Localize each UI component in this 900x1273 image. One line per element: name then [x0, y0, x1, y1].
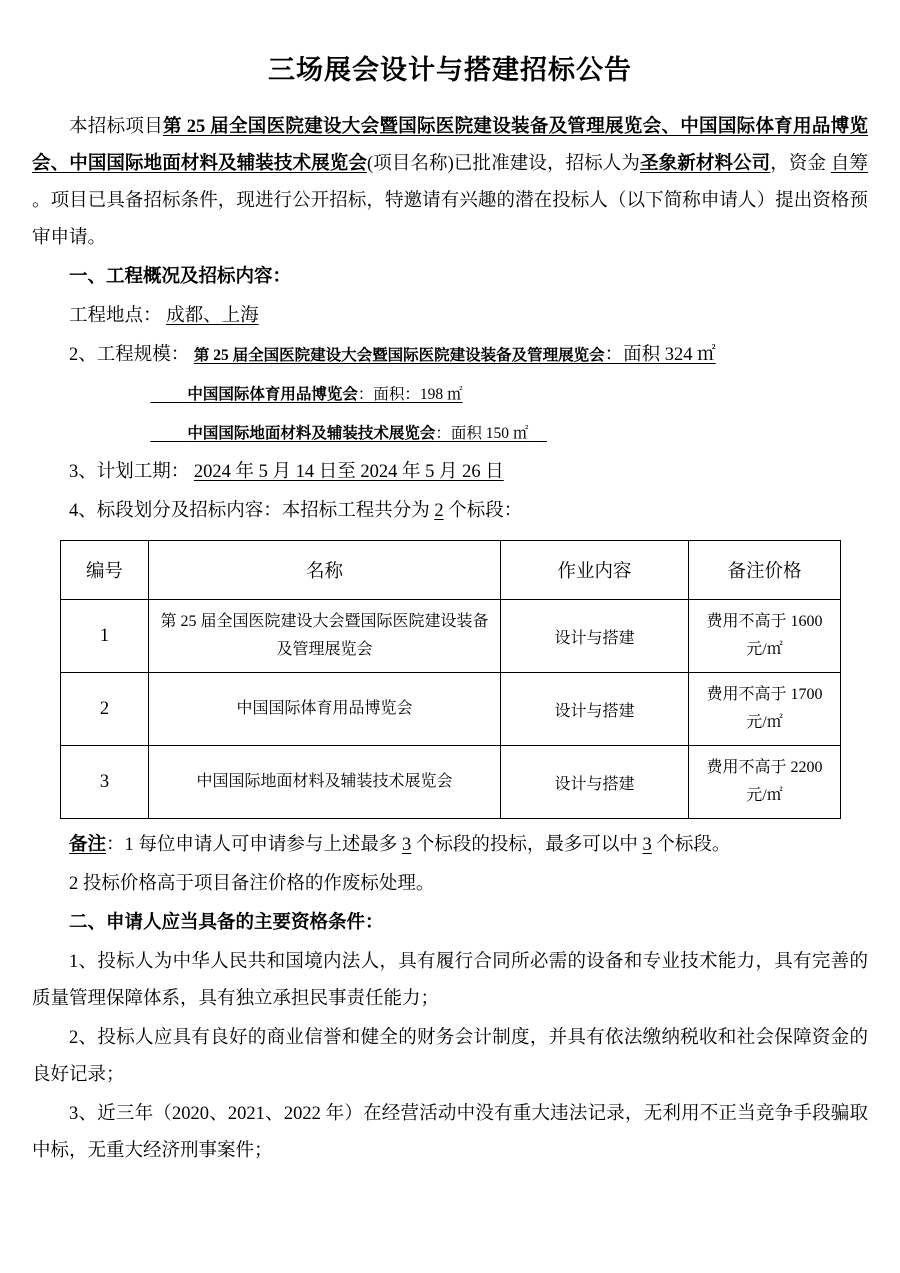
cell-no: 2 [61, 673, 149, 746]
table-header-no: 编号 [61, 541, 149, 600]
project-schedule-label: 3、计划工期： [69, 462, 190, 482]
table-row [61, 600, 841, 673]
cell-name: 中国国际体育用品博览会 [149, 673, 501, 746]
cell-name: 第 25 届全国医院建设大会暨国际医院建设装备及管理展览会 [149, 600, 501, 673]
intro-lead: 本招标项目 [69, 117, 164, 137]
note-1-post: 个标段。 [656, 835, 731, 855]
intro-tail: 。项目已具备招标条件，现进行公开招标，特邀请有兴趣的潜在投标人（以下简称申请人）提出资格预审申请。 [32, 191, 868, 248]
lots-intro-post: 个标段： [448, 501, 523, 521]
scale-item-3-name: 中国国际地面材料及辅装技术展览会 [187, 425, 436, 442]
table-header-work: 作业内容 [501, 541, 689, 600]
intro-fund: 自筹 [830, 154, 868, 174]
note-line-2: 2 投标价格高于项目备注价格的作废标处理。 [69, 874, 435, 894]
cell-name: 中国国际地面材料及辅装技术展览会 [149, 746, 501, 819]
table-row [61, 746, 841, 819]
intro-paragraph [32, 109, 868, 257]
lots-intro-pre: 4、标段划分及招标内容：本招标工程共分为 [69, 501, 430, 521]
table-row [61, 673, 841, 746]
scale-item-1-area: ：面积 324 ㎡ [604, 345, 716, 365]
cell-price: 费用不高于 1600 元/㎡ [689, 600, 841, 673]
note-1-max-bid: 3 [402, 835, 412, 855]
project-location-value: 成都、上海 [166, 306, 259, 326]
project-schedule-value: 2024 年 5 月 14 日至 2024 年 5 月 26 日 [193, 462, 504, 482]
note-1-mid: 个标段的投标，最多可以中 [415, 835, 638, 855]
cell-price: 费用不高于 2200 元/㎡ [689, 746, 841, 819]
table-header-row [61, 541, 841, 600]
cell-price: 费用不高于 1700 元/㎡ [689, 673, 841, 746]
project-location-line [32, 298, 868, 335]
cell-no: 3 [61, 746, 149, 819]
table-header-price: 备注价格 [689, 541, 841, 600]
page-title: 三场展会设计与搭建招标公告 [268, 55, 632, 85]
section-1-heading: 一、工程概况及招标内容： [69, 267, 292, 287]
qualification-item-3: 3、近三年（2020、2021、2022 年）在经营活动中没有重大违法记录，无利用不正当竞争手段骗取中标，无重大经济刑事案件； [32, 1104, 868, 1161]
qualification-item-1: 1、投标人为中华人民共和国境内法人，具有履行合同所必需的设备和专业技术能力，具有完善的质量管理保障体系，具有独立承担民事责任能力； [32, 952, 868, 1009]
cell-work: 设计与搭建 [501, 673, 689, 746]
qualification-item-2: 2、投标人应具有良好的商业信誉和健全的财务会计制度，并具有依法缴纳税收和社会保障资金的良好记录； [32, 1028, 868, 1085]
project-scale-line-3 [32, 415, 868, 452]
intro-mid-2: ，资金 [770, 154, 827, 174]
project-scale-line-2 [32, 376, 868, 413]
lots-count: 2 [434, 501, 444, 521]
note-label: 备注 [69, 835, 107, 855]
project-schedule-line [32, 454, 868, 491]
intro-project-name: 第 25 届全国医院建设大会暨国际医院建设装备及管理展览会、中国国际体育用品博览会、中国国际地面材料及辅装技术展览会 [32, 117, 868, 174]
scale-item-2-area: ：面积：198 ㎡ [357, 386, 463, 403]
project-scale-label: 2、工程规模： [69, 345, 190, 365]
cell-no: 1 [61, 600, 149, 673]
section-2-heading: 二、申请人应当具备的主要资格条件： [69, 913, 384, 933]
intro-owner: 圣象新材料公司 [640, 154, 771, 174]
scale-item-2-name: 中国国际体育用品博览会 [187, 386, 358, 403]
scale-item-3-area: ：面积 150 ㎡ [435, 425, 529, 442]
cell-work: 设计与搭建 [501, 600, 689, 673]
cell-work: 设计与搭建 [501, 746, 689, 819]
lots-table [60, 540, 841, 819]
scale-item-1-name: 第 25 届全国医院建设大会暨国际医院建设装备及管理展览会 [193, 347, 605, 364]
note-line-1 [32, 827, 868, 864]
project-location-label: 工程地点： [69, 306, 162, 326]
project-scale-line-1 [32, 337, 868, 374]
note-1-max-win: 3 [642, 835, 652, 855]
lots-intro-line [32, 493, 868, 530]
table-header-name: 名称 [149, 541, 501, 600]
note-1-pre: ：1 每位申请人可申请参与上述最多 [106, 835, 398, 855]
intro-mid-1: (项目名称)已批准建设，招标人为 [366, 154, 641, 174]
